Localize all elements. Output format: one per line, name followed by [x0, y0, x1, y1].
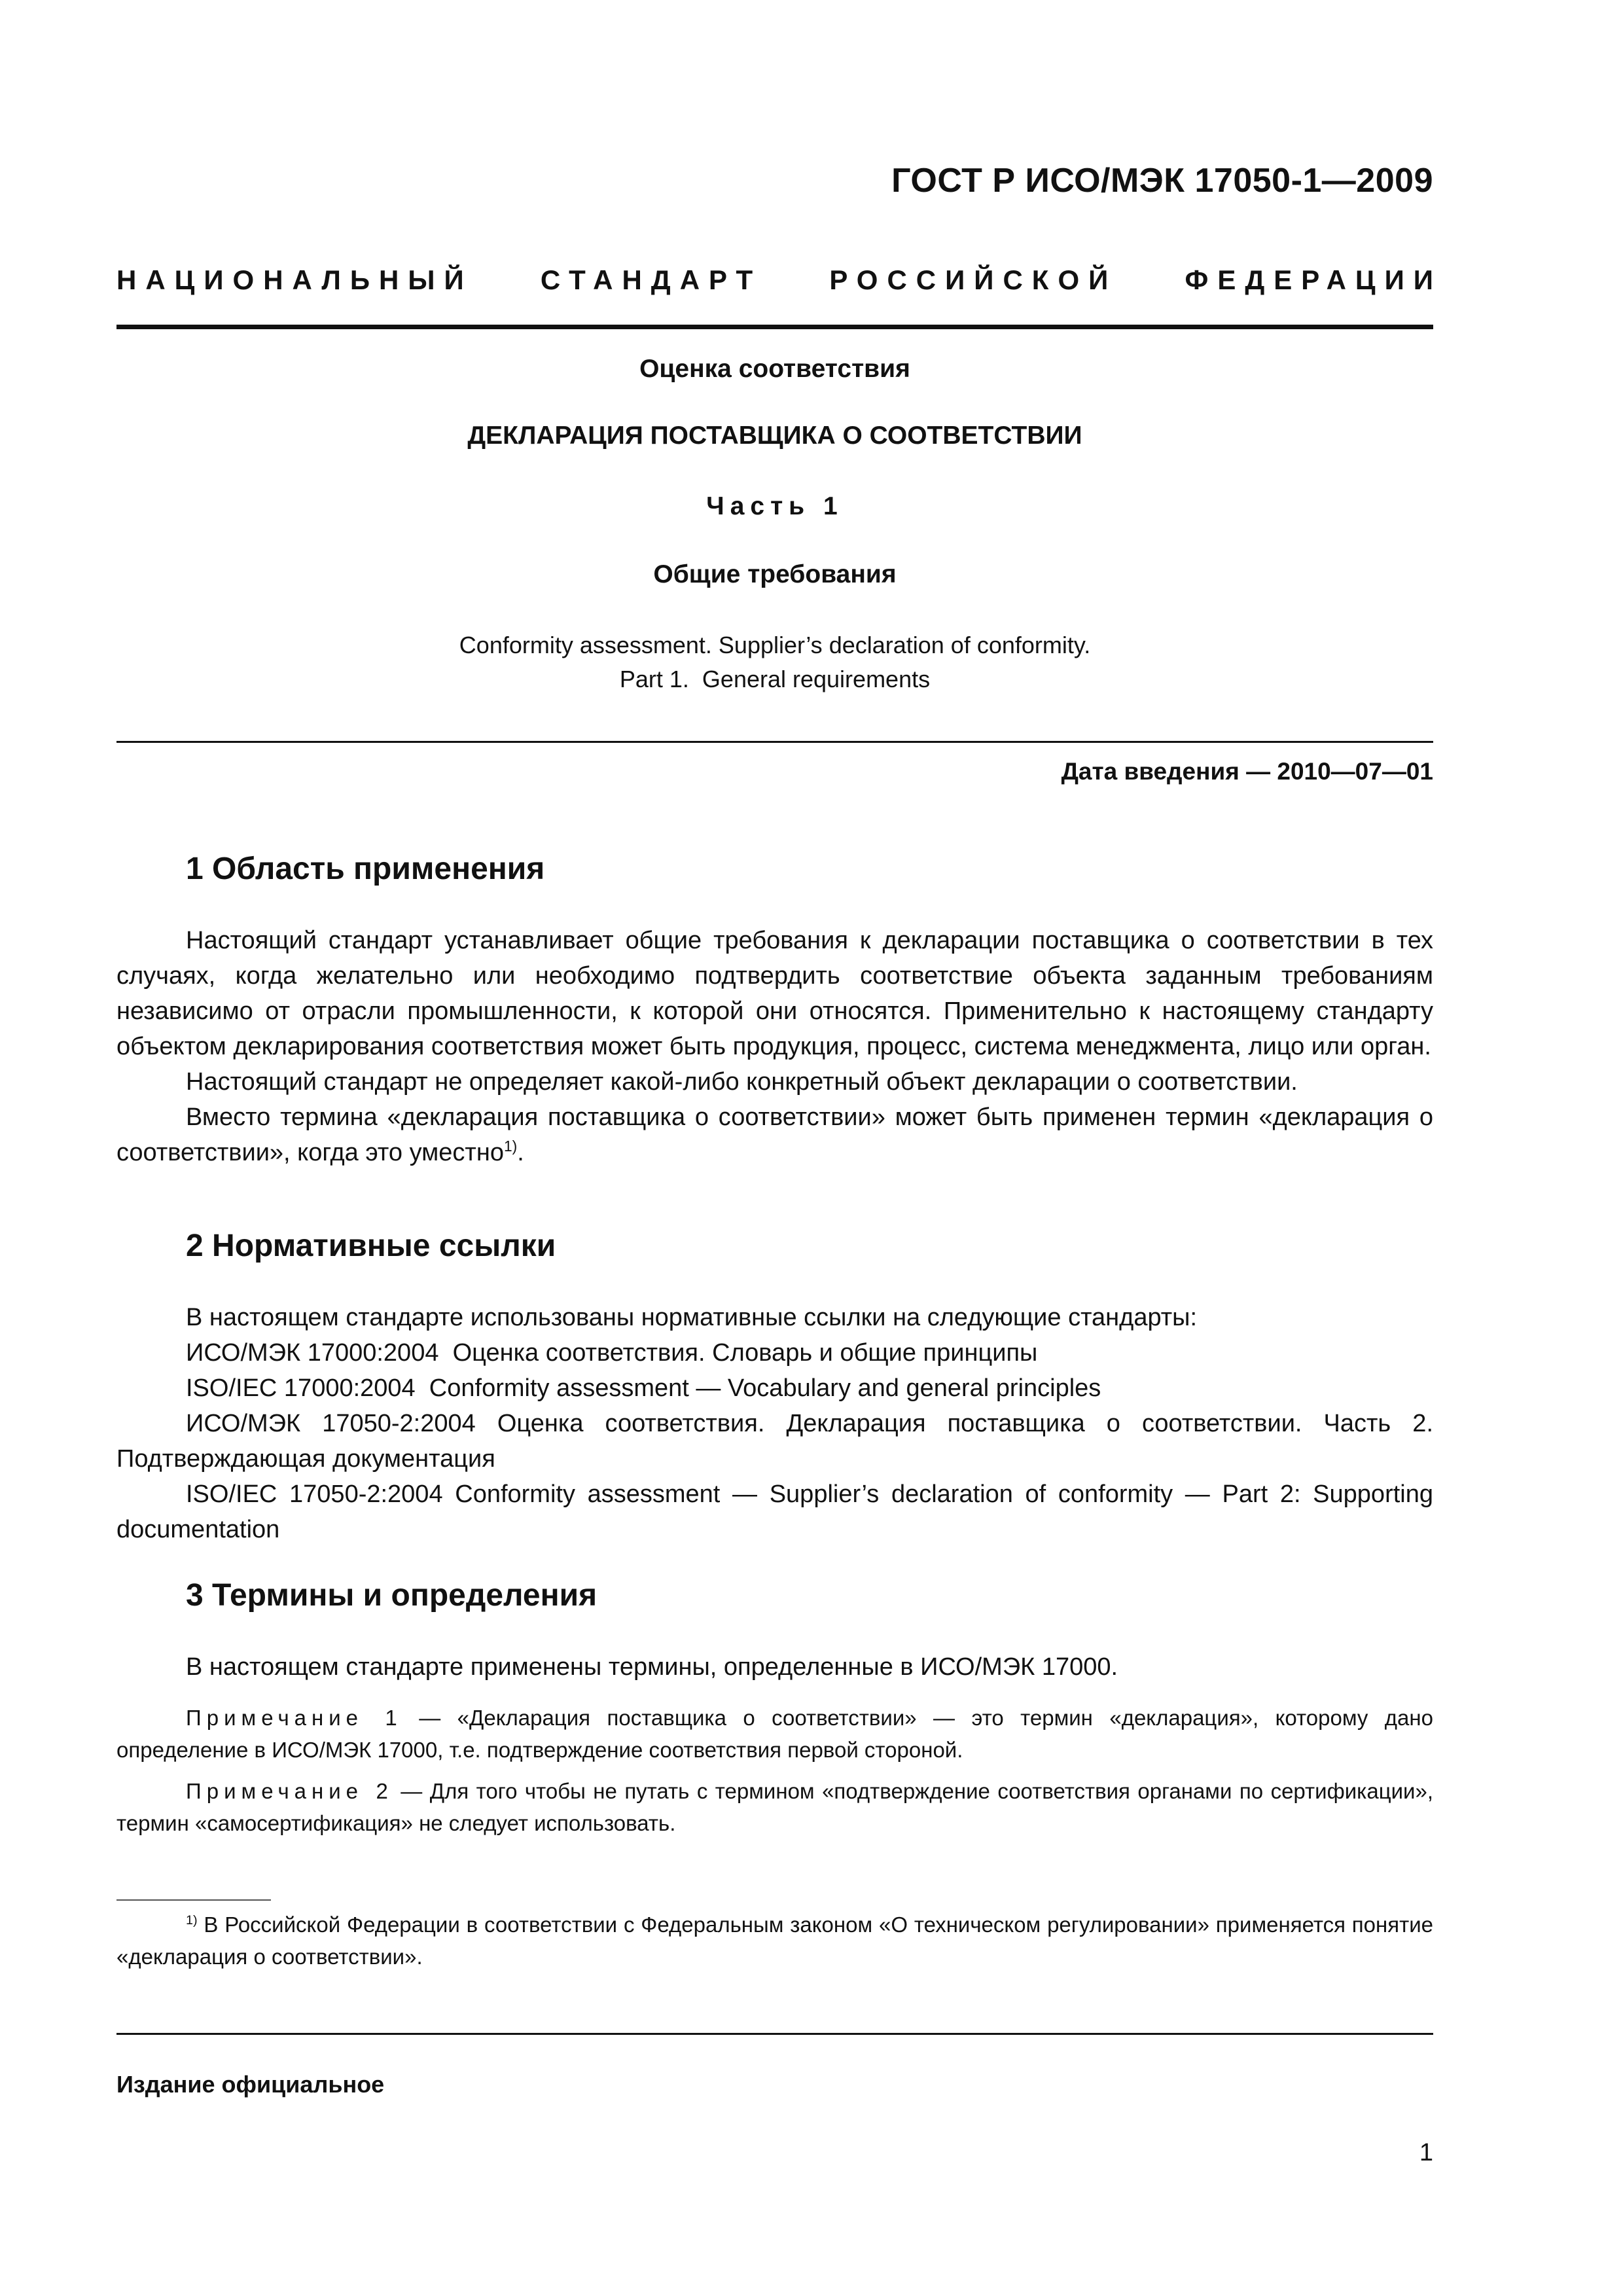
note-text: — Для того чтобы не путать с термином «подтверждение соответствия органами по сертификации», термин «самосертификация» не следует использовать. [116, 1779, 1433, 1835]
page-number: 1 [1419, 2139, 1433, 2166]
footnote-marker: 1) [186, 1913, 198, 1928]
title-declaration: ДЕКЛАРАЦИЯ ПОСТАВЩИКА О СООТВЕТСТВИИ [467, 422, 1082, 450]
note-2 [116, 1775, 1433, 1839]
title-part: Часть 1 [706, 492, 844, 520]
title-general: Общие требования [653, 560, 897, 588]
banner-word: НАЦИОНАЛЬНЫЙ [116, 264, 473, 295]
section1-body [116, 923, 1433, 1170]
intro-date: Дата введения — 2010—07—01 [1061, 758, 1433, 785]
header-divider [116, 325, 1433, 329]
section2-body [116, 1300, 1433, 1547]
banner-word: ФЕДЕРАЦИИ [1185, 264, 1442, 295]
footnote-text: В Российской Федерации в соответствии с Федеральным законом «О техническом регулировании» применяется понятие «декларация о соответствии». [116, 1912, 1433, 1969]
note-label: Примечание 2 [186, 1779, 393, 1803]
reference-item: ИСО/МЭК 17050-2:2004 Оценка соответствия. Декларация поставщика о соответствии. Часть 2. Подтверждающая документация [116, 1410, 1433, 1473]
paragraph-end: . [517, 1139, 524, 1166]
section1-heading: 1 Область применения [186, 852, 545, 886]
footnote [116, 1909, 1433, 1973]
english-title [116, 628, 1433, 696]
paragraph-text: Вместо термина «декларация поставщика о соответствии» может быть применен термин «декларация о соответствии», когда это уместно [116, 1103, 1433, 1166]
paragraph: В настоящем стандарте применены термины, определенные в ИСО/МЭК 17000. [186, 1653, 1118, 1681]
footnote-divider [116, 1899, 271, 1901]
section3-body [116, 1649, 1433, 1685]
paragraph: Настоящий стандарт устанавливает общие требования к декларации поставщика о соответствии в тех случаях, когда желательно или необходимо подтвердить соответствие объекта заданным требованиям независимо от отрасли промышленности, к которой они относятся. Применительно к настоящему стандарту объектом декларирования соответствия может быть продукция, процесс, система менеджмента, лицо или орган. [116, 927, 1433, 1060]
reference-item: ISO/IEC 17050-2:2004 Conformity assessment — Supplier’s declaration of conformity — Part 2: Supporting documentation [116, 1480, 1433, 1543]
banner-word: РОССИЙСКОЙ [829, 264, 1118, 295]
section2-heading: 2 Нормативные ссылки [186, 1229, 556, 1263]
note-label: Примечание 1 [186, 1706, 402, 1730]
banner-word: СТАНДАРТ [540, 264, 762, 295]
official-edition: Издание официальное [116, 2071, 385, 2098]
reference-item: ISO/IEC 17000:2004 Conformity assessment — Vocabulary and general principles [186, 1374, 1101, 1402]
national-standard-banner [116, 264, 1442, 296]
footnote-ref: 1) [503, 1138, 518, 1155]
title-divider [116, 741, 1433, 743]
gost-code: ГОСТ Р ИСО/МЭК 17050-1—2009 [891, 162, 1433, 200]
note-text: — «Декларация поставщика о соответствии» — это термин «декларация», которому дано определение в ИСО/МЭК 17000, т.е. подтверждение соответствия первой стороной. [116, 1706, 1433, 1762]
english-title-line2: Part 1. General requirements [619, 666, 931, 692]
english-title-line1: Conformity assessment. Supplier’s declaration of conformity. [459, 632, 1091, 658]
footer-divider [116, 2033, 1433, 2035]
paragraph: Настоящий стандарт не определяет какой-либо конкретный объект декларации о соответствии. [186, 1068, 1298, 1096]
reference-item: ИСО/МЭК 17000:2004 Оценка соответствия. Словарь и общие принципы [186, 1339, 1038, 1367]
title-assessment: Оценка соответствия [639, 355, 910, 383]
section3-heading: 3 Термины и определения [186, 1578, 597, 1613]
note-1 [116, 1702, 1433, 1766]
paragraph [116, 1100, 1433, 1170]
paragraph: В настоящем стандарте использованы нормативные ссылки на следующие стандарты: [186, 1304, 1198, 1331]
